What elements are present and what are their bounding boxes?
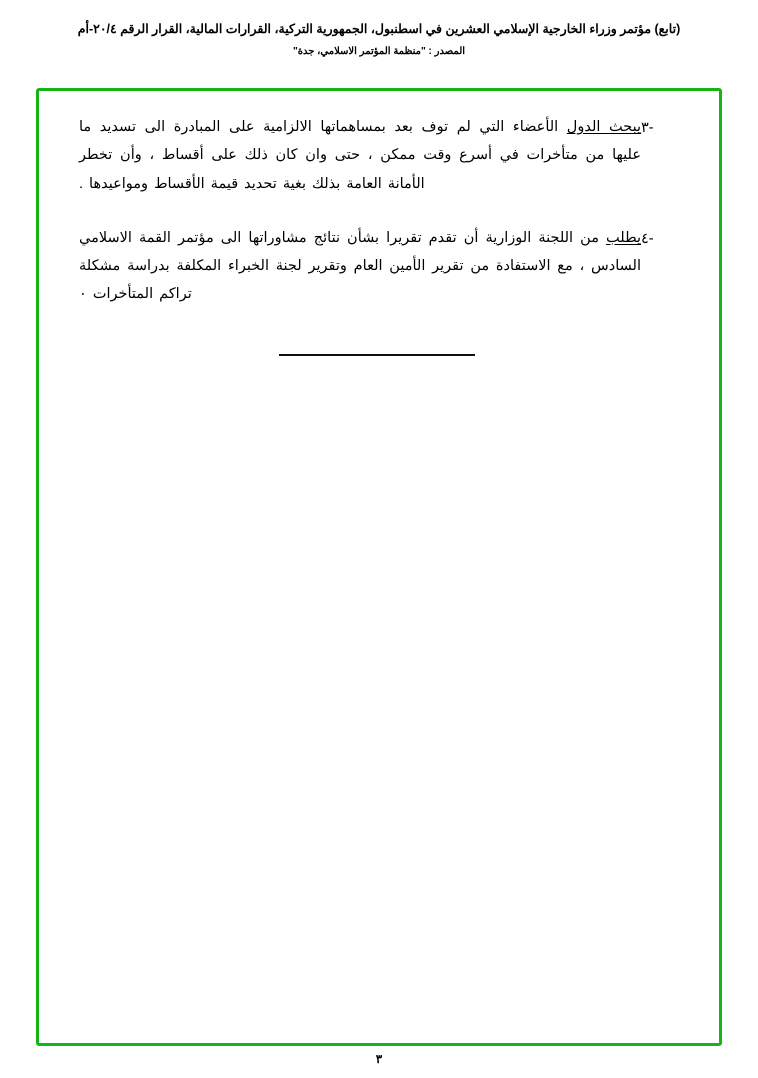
paragraph-lead: يبحث الدول [566,119,641,135]
header-source: المصدر : "منظمة المؤتمر الاسلامي، جدة" [292,45,466,57]
section-separator-wrapper [69,343,685,361]
header-title: (تابع) مؤتمر وزراء الخارجية الإسلامي العشرين في اسطنبول، الجمهورية التركية، القرارات المالية، القرار الرقم ٢٠/٤-أم [77,22,681,36]
green-content-frame [36,88,722,1046]
paragraph-number: -٣ [641,120,654,136]
paragraph-text [69,113,641,198]
section-separator-rule [279,354,475,356]
paragraph-item [69,224,685,309]
page-header [0,20,758,57]
paragraph-text [69,224,641,309]
paragraph-number: -٤ [641,230,654,247]
paragraph-rest: من اللجنة الوزارية أن تقدم تقريرا بشأن نتائج مشاوراتها الى مؤتمر القمة الاسلامي السادس ، مع الاستفادة من تقرير الأمين العام وتقرير لجنة الخبراء المكلفة بدراسة مشكلة تراكم المتأخرات ٠ [79,229,641,303]
paragraph-lead: يطلب [606,229,641,246]
paragraph-rest: الأعضاء التي لم توف بعد بمساهماتها الالزامية على المبادرة الى تسديد ما عليها من متأخرات في أسرع وقت ممكن ، حتى وان كان ذلك على أقساط ، وأن تخطر الأمانة العامة بذلك بغية تحديد قيمة الأقساط ومواعيدها . [79,119,641,192]
paragraph-item [69,113,685,198]
page-footer [0,1052,758,1066]
document-body [39,113,719,361]
page-number: ٣ [375,1052,383,1066]
